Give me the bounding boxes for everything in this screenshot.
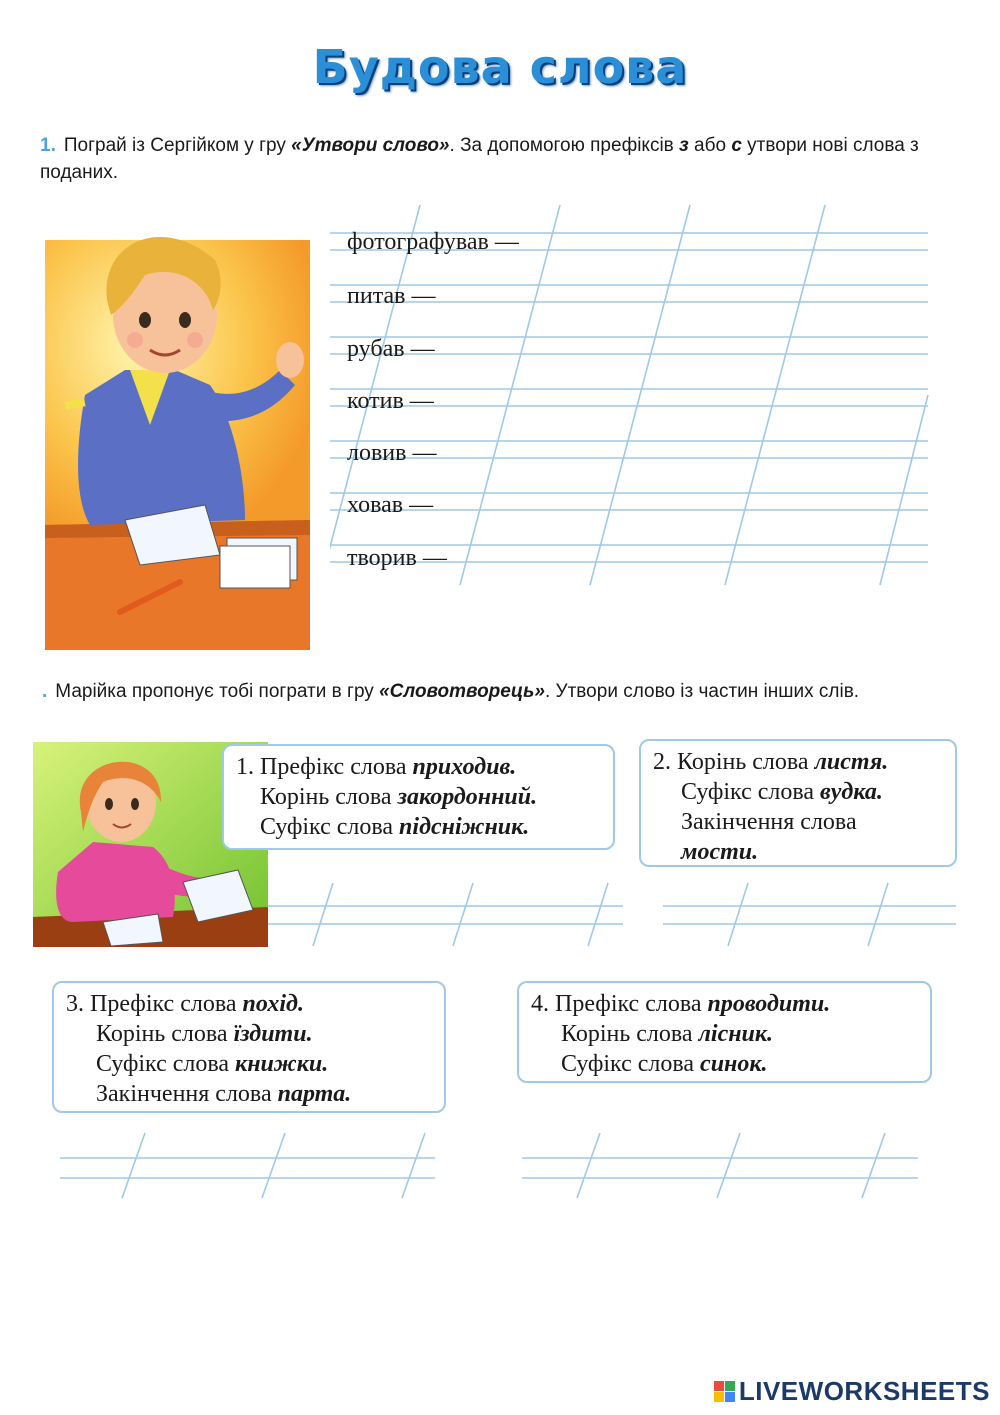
box2-line-3: Закінчення слова bbox=[681, 809, 857, 835]
word-6: ховав — bbox=[347, 492, 434, 518]
box2-line-1: 2. Корінь слова листя. bbox=[653, 749, 889, 775]
task1-text-a: Пограй із Сергійком у гру bbox=[63, 135, 292, 156]
task2-box-4 bbox=[517, 981, 932, 1083]
box4-line-1: 4. Префікс слова проводити. bbox=[531, 991, 831, 1017]
task2-box-1 bbox=[222, 744, 615, 850]
task2-game-name: «Словотворець» bbox=[379, 681, 545, 702]
task1-text-b: . За допомогою префіксів bbox=[449, 135, 680, 156]
task1-game-name: «Утвори слово» bbox=[291, 135, 450, 156]
task2-instructions bbox=[42, 678, 962, 705]
box2-line-4: мости. bbox=[681, 839, 759, 865]
word-4: котив — bbox=[347, 388, 434, 414]
boy-illustration bbox=[45, 220, 310, 650]
liveworksheets-logo-icon bbox=[714, 1381, 735, 1402]
footer-brand: LIVEWORKSHEETS bbox=[738, 1376, 990, 1406]
box1-line-3: Суфікс слова підсніжник. bbox=[260, 814, 530, 840]
box4-line-2: Корінь слова лісник. bbox=[561, 1021, 774, 1047]
task1-prefix-z: з bbox=[679, 135, 689, 156]
box3-line-1: 3. Префікс слова похід. bbox=[66, 991, 304, 1017]
word-7: творив — bbox=[347, 545, 447, 571]
task2-answer-lines-top bbox=[268, 878, 958, 948]
task2-text-b: . Утвори слово із частин інших слів. bbox=[544, 681, 860, 702]
word-5: ловив — bbox=[347, 440, 437, 466]
box3-line-4: Закінчення слова парта. bbox=[96, 1081, 352, 1107]
box1-line-1: 1. Префікс слова приходив. bbox=[236, 754, 517, 780]
task2-text-a: Марійка пропонує тобі пограти в гру bbox=[55, 681, 380, 702]
box1-line-2: Корінь слова закордонний. bbox=[260, 784, 538, 810]
box2-line-2: Суфікс слова вудка. bbox=[681, 779, 883, 805]
liveworksheets-logo[interactable] bbox=[714, 1376, 990, 1407]
task1-text-c: або bbox=[688, 135, 732, 156]
task1-instructions bbox=[40, 132, 930, 186]
box3-line-3: Суфікс слова книжки. bbox=[96, 1051, 329, 1077]
word-2: питав — bbox=[347, 283, 436, 309]
task1-number: 1. bbox=[40, 135, 56, 156]
word-1: фотографував — bbox=[347, 229, 519, 255]
word-3: рубав — bbox=[347, 336, 435, 362]
task2-number: . bbox=[42, 681, 48, 702]
page-title: Будова слова bbox=[312, 40, 688, 94]
task2-box-2 bbox=[639, 739, 957, 867]
box3-line-2: Корінь слова їздити. bbox=[96, 1021, 313, 1047]
box4-line-3: Суфікс слова синок. bbox=[561, 1051, 768, 1077]
task2-answer-lines-bottom bbox=[60, 1128, 920, 1200]
task2-box-3 bbox=[52, 981, 446, 1113]
task1-prefix-s: с bbox=[731, 135, 742, 156]
task1-text-d: утвори нові слова з поданих. bbox=[40, 135, 919, 183]
